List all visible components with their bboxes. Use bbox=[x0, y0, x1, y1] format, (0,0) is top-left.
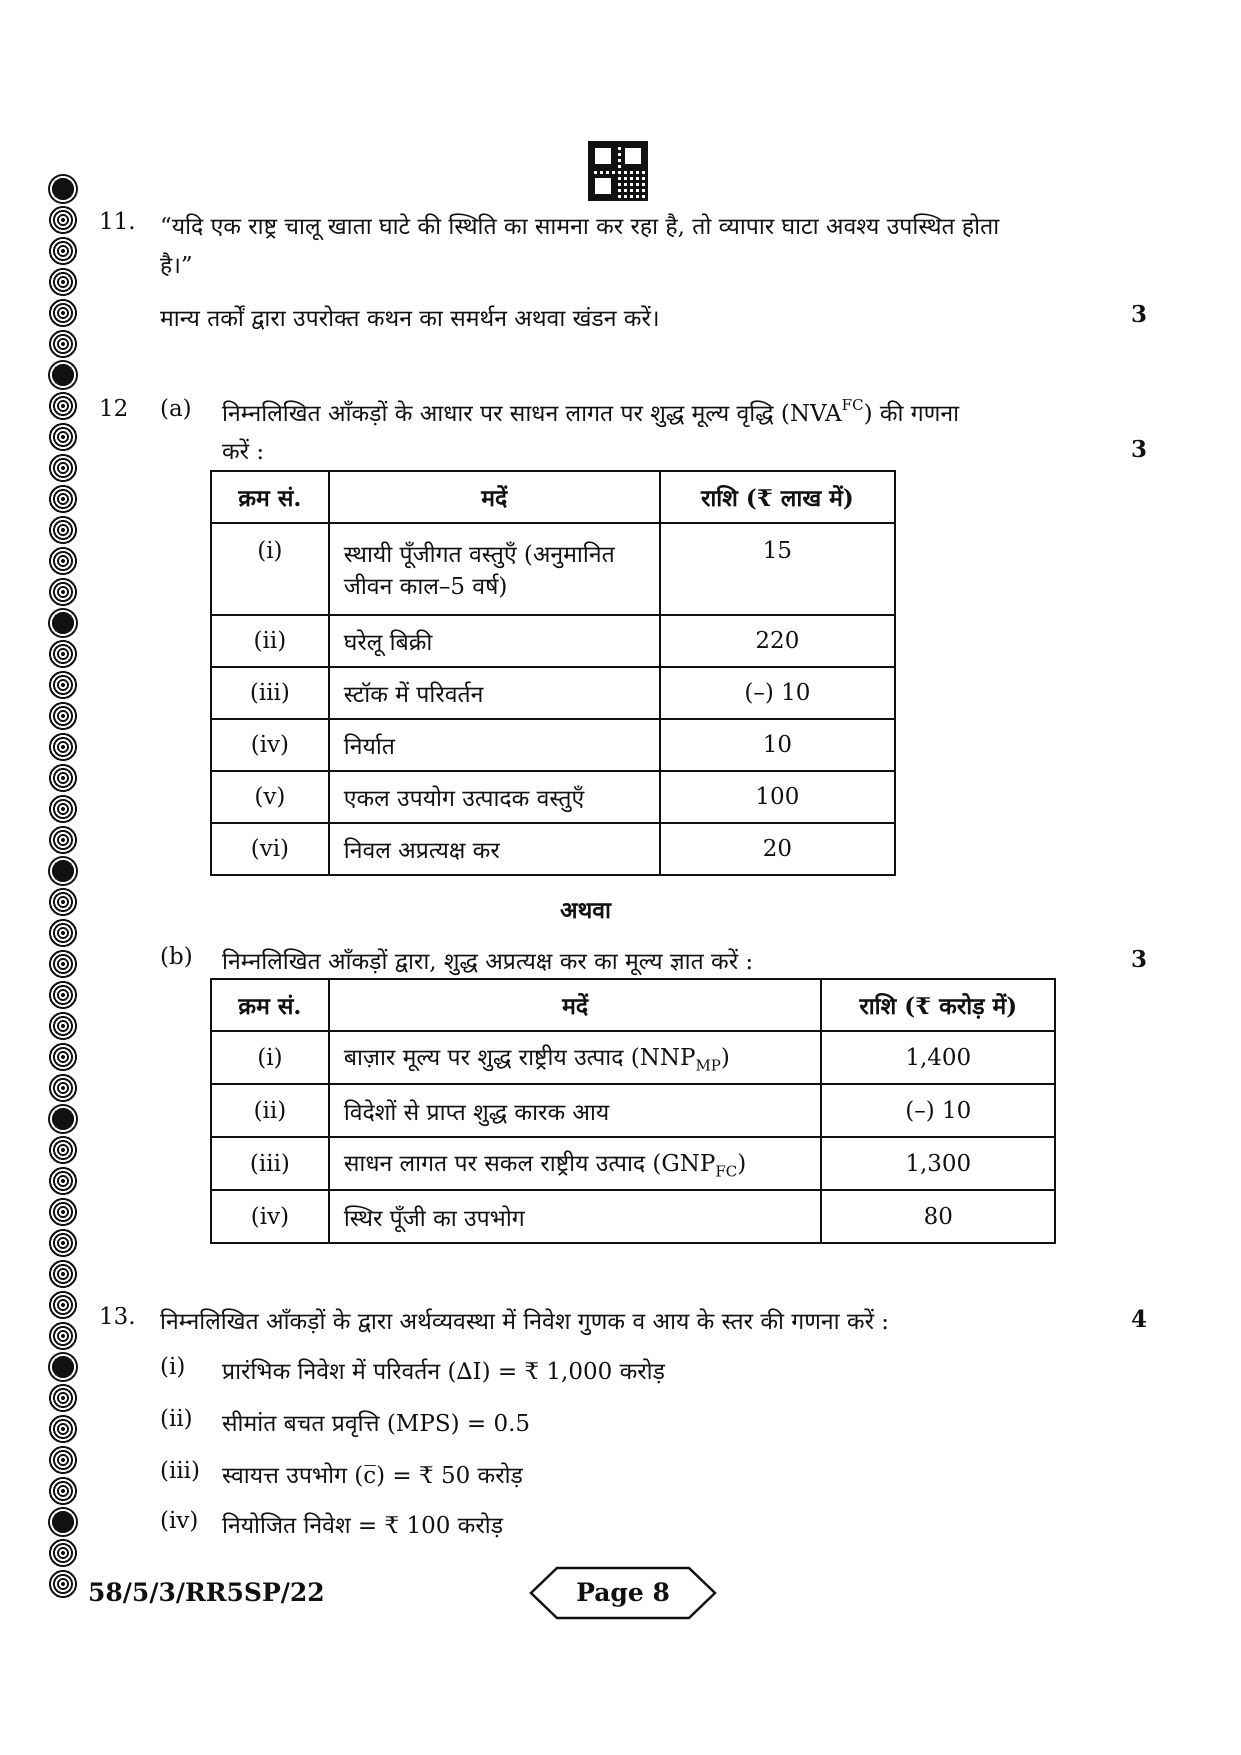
q12a-marks: 3 bbox=[1131, 436, 1148, 463]
q11-statement-line2: है।” bbox=[160, 253, 193, 279]
margin-ring-icon bbox=[48, 546, 78, 576]
q12a-subscript: FC bbox=[841, 396, 864, 414]
margin-ring-icon bbox=[48, 1135, 78, 1165]
col-header-sno: क्रम सं. bbox=[211, 979, 329, 1031]
q11-instruction: मान्य तर्कों द्वारा उपरोक्त कथन का समर्थन अथवा खंडन करें। bbox=[160, 306, 660, 332]
cell-sno: (ii) bbox=[211, 615, 329, 667]
table-row bbox=[211, 523, 895, 615]
col-header-sno: क्रम सं. bbox=[211, 471, 329, 523]
margin-ring-icon bbox=[48, 422, 78, 452]
cell-item: घरेलू बिक्री bbox=[329, 615, 660, 667]
table-header-row bbox=[211, 979, 1055, 1031]
margin-ring-icon bbox=[48, 1414, 78, 1444]
margin-ring-icon bbox=[48, 453, 78, 483]
q13-question: निम्नलिखित आँकड़ों के द्वारा अर्थव्यवस्था में निवेश गुणक व आय के स्तर की गणना करें : bbox=[160, 1309, 890, 1335]
cell-sno: (iii) bbox=[211, 1137, 329, 1190]
or-separator: अथवा bbox=[560, 897, 612, 924]
table-row bbox=[211, 615, 895, 667]
margin-ring-icon bbox=[48, 763, 78, 793]
q12a-label: (a) bbox=[160, 396, 192, 422]
cell-amount: (–) 10 bbox=[660, 667, 895, 719]
cell-item: एकल उपयोग उत्पादक वस्तुएँ bbox=[329, 771, 660, 823]
cell-amount: 10 bbox=[660, 719, 895, 771]
qr-code bbox=[591, 144, 645, 198]
cell-sno: (v) bbox=[211, 771, 329, 823]
margin-ring-icon bbox=[48, 1538, 78, 1568]
cell-item-subscript: FC bbox=[715, 1162, 738, 1181]
cell-sno: (iii) bbox=[211, 667, 329, 719]
cell-amount: 80 bbox=[821, 1190, 1055, 1243]
col-header-items: मदें bbox=[329, 979, 822, 1031]
table-row bbox=[211, 719, 895, 771]
q13-item-label: (i) bbox=[160, 1354, 186, 1380]
margin-ring-icon bbox=[48, 174, 78, 204]
q12-number: 12 bbox=[99, 396, 129, 422]
q12a-data-table bbox=[210, 470, 896, 876]
cell-sno: (ii) bbox=[211, 1084, 329, 1137]
margin-ring-icon bbox=[48, 236, 78, 266]
cell-item: निर्यात bbox=[329, 719, 660, 771]
margin-ring-icon bbox=[48, 980, 78, 1010]
margin-ring-icon bbox=[48, 1166, 78, 1196]
cell-amount: 20 bbox=[660, 823, 895, 875]
q11-statement-line1: “यदि एक राष्ट्र चालू खाता घाटे की स्थिति का सामना कर रहा है, तो व्यापार घाटा अवश्य उपस्थित होता bbox=[160, 214, 1000, 240]
cell-item: स्थिर पूँजी का उपभोग bbox=[329, 1190, 822, 1243]
margin-ring-icon bbox=[48, 794, 78, 824]
cell-amount: 1,400 bbox=[821, 1031, 1055, 1084]
q13-item-text: सीमांत बचत प्रवृत्ति (MPS) = 0.5 bbox=[222, 1411, 531, 1437]
q12b-marks: 3 bbox=[1131, 946, 1148, 973]
margin-ring-icon bbox=[48, 1321, 78, 1351]
cell-amount: 220 bbox=[660, 615, 895, 667]
table-row bbox=[211, 1031, 1055, 1084]
col-header-amount: राशि (₹ करोड़ में) bbox=[821, 979, 1055, 1031]
table-row bbox=[211, 667, 895, 719]
q13-item-text: स्वायत्त उपभोग (c̅) = ₹ 50 करोड़ bbox=[222, 1463, 523, 1489]
margin-ring-icon bbox=[48, 732, 78, 762]
margin-ring-icon bbox=[48, 639, 78, 669]
margin-ring-icon bbox=[48, 825, 78, 855]
q13-item-label: (iii) bbox=[160, 1458, 201, 1484]
cell-amount: 15 bbox=[660, 523, 895, 615]
cell-amount: 100 bbox=[660, 771, 895, 823]
q12a-question-line2: करें : bbox=[222, 439, 265, 465]
q11-number: 11. bbox=[99, 209, 136, 235]
col-header-amount: राशि (₹ लाख में) bbox=[660, 471, 895, 523]
margin-ring-icon bbox=[48, 1445, 78, 1475]
page-number: Page 8 bbox=[576, 1578, 670, 1607]
table-row bbox=[211, 1137, 1055, 1190]
cell-item-line1: स्थायी पूँजीगत वस्तुएँ (अनुमानित bbox=[343, 542, 615, 568]
cell-item-close: ) bbox=[720, 1045, 730, 1072]
margin-ring-icon bbox=[48, 1507, 78, 1537]
cell-sno: (vi) bbox=[211, 823, 329, 875]
cell-item-subscript: MP bbox=[695, 1056, 721, 1075]
margin-ring-icon bbox=[48, 701, 78, 731]
cell-item-close: ) bbox=[737, 1151, 747, 1178]
margin-ring-icon bbox=[48, 1073, 78, 1103]
margin-ring-icon bbox=[48, 391, 78, 421]
margin-ring-icon bbox=[48, 577, 78, 607]
table-row bbox=[211, 771, 895, 823]
margin-ring-icon bbox=[48, 484, 78, 514]
q12a-question-line1 bbox=[222, 396, 1090, 428]
cell-item bbox=[329, 1137, 822, 1190]
margin-ring-icon bbox=[48, 1476, 78, 1506]
margin-ring-icon bbox=[48, 1104, 78, 1134]
margin-ring-icon bbox=[48, 1383, 78, 1413]
q13-item-text: प्रारंभिक निवेश में परिवर्तन (∆I) = ₹ 1,000 करोड़ bbox=[222, 1359, 665, 1385]
margin-ring-icon bbox=[48, 515, 78, 545]
margin-ring-icon bbox=[48, 329, 78, 359]
q13-number: 13. bbox=[99, 1304, 136, 1330]
margin-ring-icon bbox=[48, 1197, 78, 1227]
margin-ring-icon bbox=[48, 608, 78, 638]
margin-ring-icon bbox=[48, 949, 78, 979]
q12b-question: निम्नलिखित आँकड़ों द्वारा, शुद्ध अप्रत्यक्ष कर का मूल्य ज्ञात करें : bbox=[222, 949, 754, 975]
margin-ring-icon bbox=[48, 887, 78, 917]
margin-ring-icon bbox=[48, 1228, 78, 1258]
table-row bbox=[211, 1084, 1055, 1137]
q11-marks: 3 bbox=[1131, 301, 1148, 328]
cell-item: निवल अप्रत्यक्ष कर bbox=[329, 823, 660, 875]
margin-ring-icon bbox=[48, 1352, 78, 1382]
cell-item: विदेशों से प्राप्त शुद्ध कारक आय bbox=[329, 1084, 822, 1137]
margin-ring-icon bbox=[48, 1259, 78, 1289]
table-row bbox=[211, 823, 895, 875]
q13-item-label: (ii) bbox=[160, 1406, 193, 1432]
cell-sno: (iv) bbox=[211, 719, 329, 771]
cell-item-line2: जीवन काल–5 वर्ष) bbox=[343, 574, 508, 600]
q12b-data-table bbox=[210, 978, 1056, 1244]
table-row bbox=[211, 1190, 1055, 1243]
margin-ring-icon bbox=[48, 298, 78, 328]
cell-item bbox=[329, 523, 660, 615]
margin-ring-column bbox=[48, 174, 82, 1600]
col-header-items: मदें bbox=[329, 471, 660, 523]
table-header-row bbox=[211, 471, 895, 523]
cell-sno: (iv) bbox=[211, 1190, 329, 1243]
q12a-text-pre: निम्नलिखित आँकड़ों के आधार पर साधन लागत पर शुद्ध मूल्य वृद्धि (NVA bbox=[222, 401, 842, 427]
cell-sno: (i) bbox=[211, 523, 329, 615]
margin-ring-icon bbox=[48, 918, 78, 948]
margin-ring-icon bbox=[48, 670, 78, 700]
q13-marks: 4 bbox=[1131, 1306, 1148, 1333]
cell-item-text: साधन लागत पर सकल राष्ट्रीय उत्पाद (GNP bbox=[343, 1151, 716, 1178]
q13-item-text: नियोजित निवेश = ₹ 100 करोड़ bbox=[222, 1513, 503, 1539]
margin-ring-icon bbox=[48, 267, 78, 297]
margin-ring-icon bbox=[48, 1042, 78, 1072]
q13-item-label: (iv) bbox=[160, 1508, 199, 1534]
margin-ring-icon bbox=[48, 1569, 78, 1599]
margin-ring-icon bbox=[48, 856, 78, 886]
page-number-badge bbox=[529, 1566, 717, 1620]
q12a-text-post: ) की गणना bbox=[863, 401, 960, 427]
cell-amount: (–) 10 bbox=[821, 1084, 1055, 1137]
cell-item-text: बाज़ार मूल्य पर शुद्ध राष्ट्रीय उत्पाद (NNP bbox=[343, 1045, 696, 1072]
q12b-label: (b) bbox=[160, 944, 193, 970]
margin-ring-icon bbox=[48, 360, 78, 390]
cell-amount: 1,300 bbox=[821, 1137, 1055, 1190]
margin-ring-icon bbox=[48, 205, 78, 235]
cell-sno: (i) bbox=[211, 1031, 329, 1084]
paper-code: 58/5/3/RR5SP/22 bbox=[88, 1578, 325, 1607]
cell-item bbox=[329, 1031, 822, 1084]
margin-ring-icon bbox=[48, 1011, 78, 1041]
margin-ring-icon bbox=[48, 1290, 78, 1320]
cell-item: स्टॉक में परिवर्तन bbox=[329, 667, 660, 719]
